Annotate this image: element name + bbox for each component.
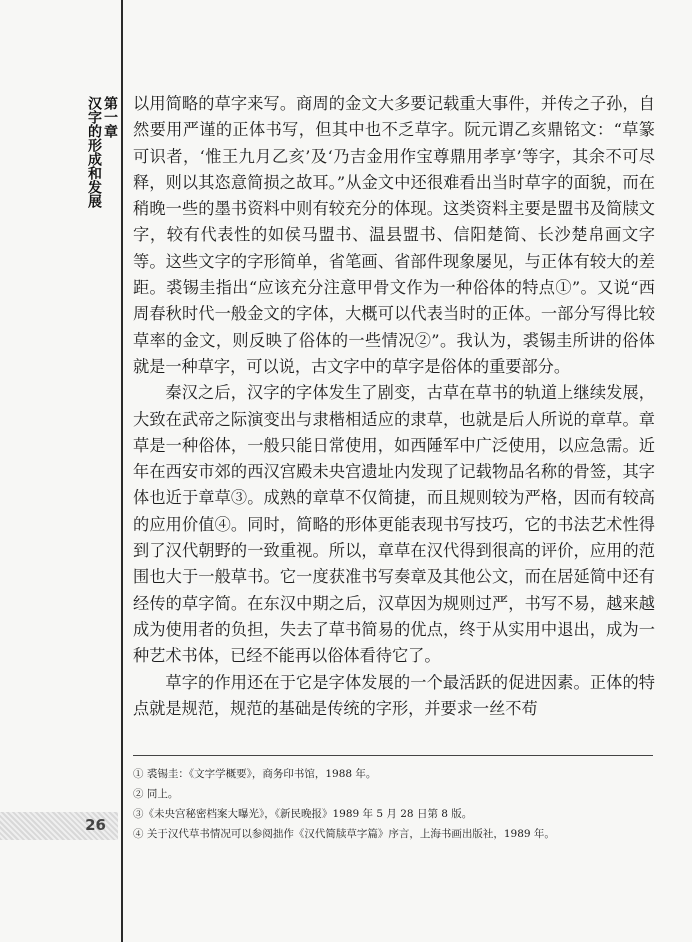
footnote-divider xyxy=(133,755,653,756)
footnote: ② 同上。 xyxy=(133,788,179,800)
paragraph-3 xyxy=(133,670,655,723)
chapter-title xyxy=(80,96,118,208)
body-text xyxy=(133,91,655,722)
margin-rule xyxy=(121,0,123,942)
paragraph-1 xyxy=(133,91,655,380)
page-number-tab xyxy=(0,812,118,840)
paragraph-text: 秦汉之后，汉字的字体发生了剧变，古草在草书的轨道上继续发展，大致在武帝之际演变出与隶楷相适应的隶草，也就是后人所说的章草。章草是一种俗体，一般只能日常使用，如西陲军中广泛使用，以应急需。近年在西安市郊的西汉宫殿未央宫遗址内发现了记载物品名称的骨签，其字体也近于章草③。成熟的章草不仅简捷，而且规则较为严格，因而有较高的应用价值④。同时，简略的形体更能表现书写技巧，它的书法艺术性得到了汉代朝野的一致重视。所以，章草在汉代得到很高的评价，应用的范围也大于一般草书。它一度获准书写奏章及其他公文，而在居延简中还有经传的草字简。在东汉中期之后，汉草因为规则过严，书写不易，越来越成为使用者的负担，失去了草书简易的优点，终于从实用中退出，成为一种艺术书体，已经不能再以俗体看待它了。 xyxy=(133,383,655,666)
paragraph-2 xyxy=(133,380,655,669)
footnotes xyxy=(133,764,673,844)
paragraph-text: 以用简略的草字来写。商周的金文大多要记载重大事件，并传之子孙，自然要用严谨的正体书写，但其中也不乏草字。阮元谓乙亥鼎铭文：“草篆可识者，‘惟王九月乙亥’及‘乃吉金用作宝尊鼎用孝享’等字，其余不可尽释，则以其恣意简损之故耳。”从金文中还很难看出当时草字的面貌，而在稍晚一些的墨书资料中则有较充分的体现。这类资料主要是盟书及简牍文字，较有代表性的如侯马盟书、温县盟书、信阳楚简、长沙楚帛画文字等。这些文字的字形简单，省笔画、省部件现象屡见，与正体有较大的差距。裘锡圭指出“应该充分注意甲骨文作为一种俗体的特点①”。又说“西周春秋时代一般金文的字体，大概可以代表当时的正体。一部分写得比较草率的金文，则反映了俗体的一些情况②”。我认为，裘锡圭所讲的俗体就是一种草字，可以说，古文字中的草字是俗体的重要部分。 xyxy=(133,94,655,376)
footnote: ④ 关于汉代草书情况可以参阅拙作《汉代简牍草字篇》序言，上海书画出版社，1989 年。 xyxy=(133,828,555,840)
chapter-number: 第一章 xyxy=(102,96,118,138)
footnote: ① 裘锡圭：《文字学概要》，商务印书馆，1988 年。 xyxy=(133,768,377,780)
chapter-name: 汉字的形成和发展 xyxy=(86,96,102,208)
page-number: 26 xyxy=(85,816,106,834)
paragraph-text: 草字的作用还在于它是字体发展的一个最活跃的促进因素。正体的特点就是规范，规范的基础是传统的字形，并要求一丝不苟 xyxy=(133,672,655,718)
footnote: ③《未央宫秘密档案大曝光》，《新民晚报》1989 年 5 月 28 日第 8 版。 xyxy=(133,808,473,820)
